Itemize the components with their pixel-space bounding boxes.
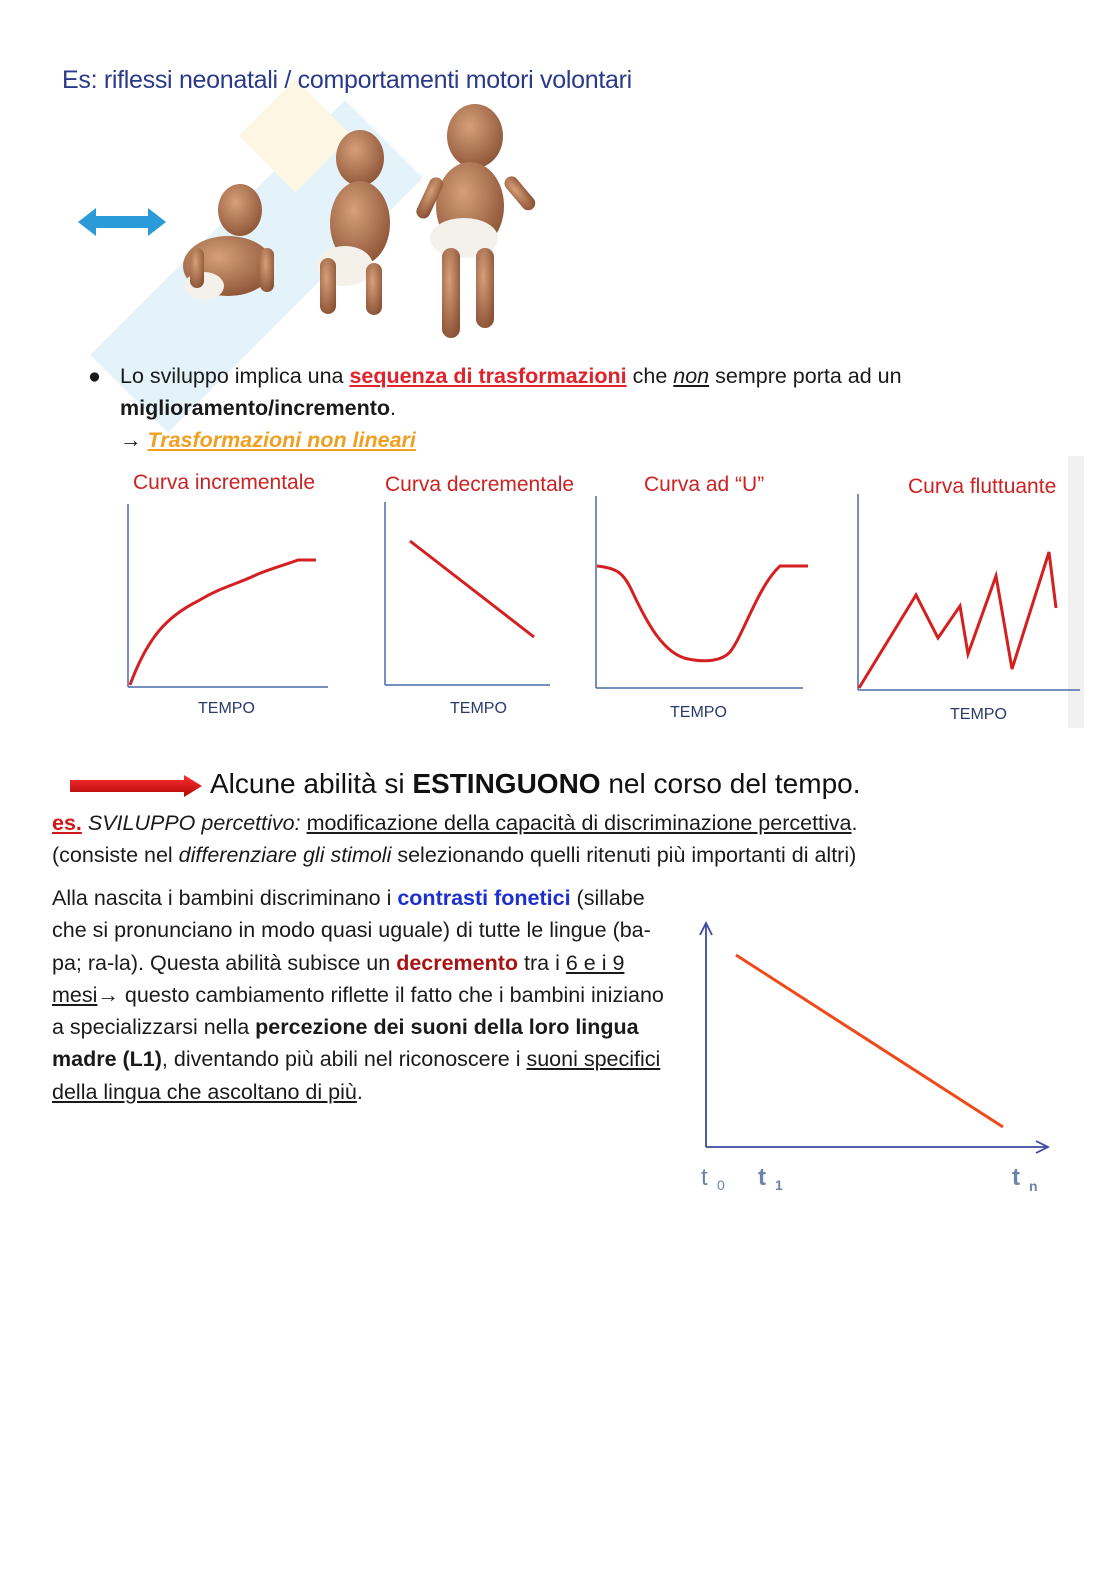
tick-tn-sub: n bbox=[1029, 1178, 1038, 1194]
double-arrow-icon bbox=[76, 205, 168, 239]
baby-walking bbox=[414, 104, 538, 338]
curve-title-u: Curva ad “U” bbox=[644, 473, 765, 496]
curve-title-fluttuante: Curva fluttuante bbox=[908, 475, 1057, 498]
percezione-emphasis: percezione dei suoni della loro lingua madre (L1) bbox=[52, 1015, 639, 1072]
estinguono-emphasis: ESTINGUONO bbox=[412, 768, 601, 799]
differenziare-stimoli: differenziare gli stimoli bbox=[178, 843, 392, 867]
bullet-text: Lo sviluppo implica una bbox=[120, 364, 350, 388]
emphasis-sequenza: sequenza di trasformazioni bbox=[349, 364, 627, 388]
body-paragraph: Alla nascita i bambini discriminano i contrasti fonetici (sillabe che si pronunciano in modo quasi uguale) di tutte le lingue (ba-pa; ra-la). Questa abilità subisce un decremento tra i 6 e i 9 mesi→ questo cambiamento riflette il fatto che i bambini iniziano a specializzarsi nella percezione dei suoni della loro lingua madre (L1), diventando più abili nel riconoscere i suoni specifici della lingua che ascoltano di più. bbox=[52, 886, 664, 1104]
trasformazioni-link[interactable]: Trasformazioni non lineari bbox=[147, 428, 416, 452]
baby-standing-up bbox=[317, 130, 390, 315]
red-arrow-icon bbox=[68, 774, 204, 798]
decrement-graph bbox=[690, 915, 1070, 1205]
arrow-glyph: → bbox=[120, 428, 148, 452]
contrasti-fonetici: contrasti fonetici bbox=[397, 886, 571, 910]
curve-types-diagram bbox=[118, 456, 1084, 728]
emphasis-miglioramento: miglioramento/incremento bbox=[120, 396, 390, 420]
x-label-tempo: TEMPO bbox=[198, 700, 255, 717]
x-label-tempo: TEMPO bbox=[950, 706, 1007, 723]
sviluppo-percettivo: SVILUPPO percettivo: bbox=[81, 811, 301, 835]
tick-t0-sub: 0 bbox=[717, 1177, 725, 1193]
es-label: es. bbox=[52, 811, 82, 835]
header-title: Es: riflessi neonatali / comportamenti motori volontari bbox=[62, 66, 632, 94]
decrement-line bbox=[736, 955, 1003, 1127]
tick-tn: t bbox=[1012, 1164, 1020, 1191]
mesi-underlined: 6 e i 9 mesi bbox=[52, 950, 625, 1007]
suoni-specifici-underlined: suoni specifici della lingua che ascoltano di più bbox=[52, 1047, 661, 1104]
tick-t1-sub: 1 bbox=[775, 1177, 783, 1193]
curve-title-incrementale: Curva incrementale bbox=[133, 471, 316, 494]
emphasis-non: non bbox=[673, 364, 710, 388]
x-label-tempo: TEMPO bbox=[450, 700, 507, 717]
curve-title-decrementale: Curva decrementale bbox=[385, 473, 575, 496]
tick-t1: t bbox=[758, 1164, 766, 1191]
decremento-emphasis: decremento bbox=[396, 950, 519, 975]
example-block: es. SVILUPPO percettivo: modificazione della capacità di discriminazione percettiva. (consiste nel differenziare gli stimoli selezionando quelli ritenuti più importanti di altri) bbox=[52, 811, 858, 867]
definition-underlined: modificazione della capacità di discriminazione percettiva bbox=[306, 811, 852, 835]
tick-t0: t bbox=[701, 1164, 708, 1191]
baby-crawling bbox=[183, 184, 274, 300]
babies-development-illustration bbox=[170, 98, 700, 350]
x-label-tempo: TEMPO bbox=[670, 704, 727, 721]
bullet-dot: ● bbox=[88, 364, 101, 388]
estingue-heading: Alcune abilità si ESTINGUONO nel corso del tempo. bbox=[210, 768, 861, 799]
bullet-text: . bbox=[390, 396, 396, 420]
bullet-text: che bbox=[626, 364, 674, 388]
bullet-text: sempre porta ad un bbox=[709, 364, 902, 388]
